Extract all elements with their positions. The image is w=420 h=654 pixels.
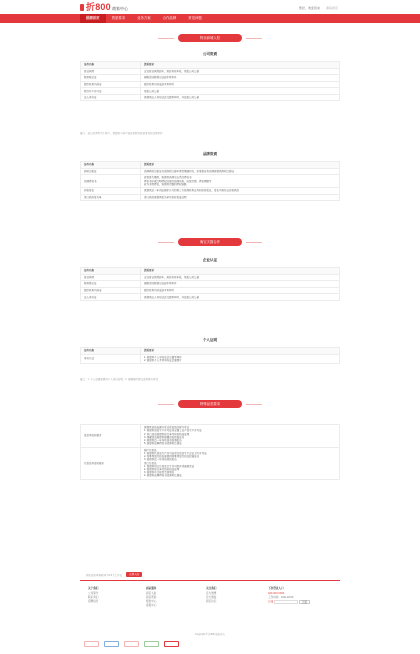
- table-cell-key: 税务登记证: [81, 75, 141, 82]
- table-header-cell: 资质要求: [141, 62, 340, 69]
- table-header: [81, 348, 340, 355]
- table-cell-value: 组织机构代码证副本复印件: [141, 287, 340, 294]
- table-row: [81, 88, 340, 95]
- footer: [80, 580, 340, 632]
- table-row: [81, 274, 340, 281]
- table-row: [81, 294, 340, 301]
- footer-phone: 400-000-0000: [268, 592, 285, 595]
- subscribe-label: 订阅: [268, 600, 274, 604]
- table-row: [81, 75, 340, 82]
- table-cell-key: 营业执照: [81, 68, 141, 75]
- footer-link[interactable]: 官方微信: [206, 596, 217, 599]
- table-row: [81, 188, 340, 195]
- nav-item[interactable]: 资质要求: [111, 16, 126, 20]
- footer-hours: 工作时间：9:00-18:00: [268, 596, 294, 599]
- footer-col-follow: [206, 587, 256, 604]
- merchant-home-link[interactable]: 商家首页: [325, 6, 338, 10]
- main-nav: [0, 14, 420, 23]
- footer-col-head: 关注我们: [206, 587, 217, 590]
- footer-link[interactable]: 商家帮助: [146, 596, 157, 599]
- table-cell-key: 化妆品类资质要求: [81, 447, 141, 479]
- bottom-note-text: 商家资质审核时间为3-5个工作日: [86, 573, 123, 577]
- table-cell-value: 需提供食品流通许可证或食品经营许可证 1. 需提供食品生产许可证或全国工业产品生产许可证 2. 进口食品需提供报关单及检验检疫证明 3. 保健食品需提供保健食品批准证书 4. 需提供近一年内的食品检测报告 5. 需提供品牌授权书或商标注册证: [141, 425, 340, 448]
- table-row: [81, 425, 340, 448]
- table-cell-value: 需提供近一年内由国家认可的第三方检测机构出具的质检报告，报告中需包含送检商品: [141, 188, 340, 195]
- footer-col-service: [146, 587, 196, 608]
- logo-text: 折800: [86, 2, 111, 12]
- account-text: 您好，欢迎回来: [298, 6, 320, 10]
- table-header-cell: 资质要求: [141, 268, 340, 275]
- table-cell-key: 银行开户许可证: [81, 88, 141, 95]
- table-row: [81, 281, 340, 288]
- subscribe-button[interactable]: 订阅: [299, 600, 310, 604]
- section-company-title: 公司资质: [202, 52, 218, 56]
- nav-item[interactable]: 业务方案: [137, 16, 151, 20]
- table-header: [81, 162, 340, 169]
- trust-badge-icon[interactable]: [84, 641, 99, 647]
- special-table: [80, 424, 340, 480]
- personal-note: 备注：1. 个人店铺需提供个人身份证明；2. 需确保所提交资料真实有效: [80, 378, 159, 381]
- footer-link[interactable]: 官方微博: [206, 592, 217, 595]
- table-cell-value: 国税或地税登记证副本复印件: [141, 281, 340, 288]
- footer-link[interactable]: 招聘信息: [88, 600, 99, 603]
- table-cell-value: 国税或地税登记证副本复印件: [141, 75, 340, 82]
- footer-link[interactable]: 公司简介: [88, 592, 99, 595]
- section-enterprise-title: 企业认证: [202, 258, 218, 262]
- section-brand-title: 品牌资质: [202, 152, 218, 156]
- table-row: [81, 81, 340, 88]
- copyright: Copyright © 折800 版权所有: [195, 633, 225, 636]
- table-cell-value: 企业营业执照副本，需经有效年检，须盖公司公章: [141, 274, 340, 281]
- table-row: [81, 447, 340, 479]
- table-header-cell: 证件名称: [81, 62, 141, 69]
- logo[interactable]: [80, 3, 111, 12]
- nav-item[interactable]: 招商首页: [80, 14, 106, 23]
- table-header-cell: 资质要求: [141, 162, 340, 169]
- table-cell-value: 须盖公司公章: [141, 88, 340, 95]
- table-cell-value: 需提供法人身份证正反面复印件，并加盖公司公章: [141, 294, 340, 301]
- table-cell-key: 质检报告: [81, 188, 141, 195]
- table-cell-key: 身份认证: [81, 354, 141, 364]
- table-cell-value: 1. 需提供个人身份证正反面复印件 2. 需提供个人手持身份证正面照片: [141, 354, 340, 364]
- bottom-note: [86, 572, 142, 577]
- table-cell-key: 组织机构代码证: [81, 287, 141, 294]
- table-cell-key: 法人身份证: [81, 294, 141, 301]
- footer-col-head: 下次登录入口: [268, 587, 284, 590]
- section-personal-title: 个人证明: [202, 338, 218, 342]
- table-cell-key: 进口商品报关单: [81, 194, 141, 201]
- table-cell-value: 需提供法人身份证正反面复印件，并加盖公司公章: [141, 94, 340, 101]
- table-cell-key: 法人身份证: [81, 94, 141, 101]
- company-note: 备注：若公司类型为个体户，请提供个体户营业执照及经营者身份证复印件: [80, 132, 163, 135]
- table-row: [81, 94, 340, 101]
- brand-table: [80, 161, 340, 201]
- footer-link[interactable]: 规则中心: [146, 600, 157, 603]
- enterprise-table: [80, 267, 340, 301]
- footer-col-contact: [268, 587, 338, 605]
- trust-badge-icon[interactable]: [164, 641, 179, 647]
- table-header: [81, 268, 340, 275]
- pill-special: 特殊品类要求: [178, 400, 242, 408]
- table-row: [81, 168, 340, 175]
- table-header-cell: 资质要求: [141, 348, 340, 355]
- table-row: [81, 194, 340, 201]
- center-title: 商家中心: [112, 6, 128, 11]
- footer-link[interactable]: 商家论坛: [206, 600, 217, 603]
- footer-subscribe-row: [268, 600, 338, 605]
- table-row: [81, 68, 340, 75]
- trust-badge-icon[interactable]: [104, 641, 119, 647]
- trust-badge-icon[interactable]: [124, 641, 139, 647]
- table-cell-value: 企业营业执照副本，需经有效年检，须盖公司公章: [141, 68, 340, 75]
- table-header-cell: 证件名称: [81, 162, 141, 169]
- nav-item[interactable]: 常见问题: [188, 16, 202, 20]
- table-cell-value: 若您是代理商，需提供品牌方出具的授权书 授权书中需注明授权经营的品牌名称、经营范围、授权期限等 若为多级授权，需提供完整的授权链路: [141, 175, 340, 188]
- footer-link[interactable]: 商家入驻: [146, 592, 157, 595]
- pill-merchant: 特卖商城入驻: [178, 34, 242, 42]
- footer-link[interactable]: 客服中心: [146, 604, 157, 607]
- top-bar: [0, 0, 420, 14]
- footer-col-head: 关于我们: [88, 587, 99, 590]
- subscribe-input[interactable]: [274, 600, 298, 604]
- table-cell-value: 组织机构代码证副本复印件: [141, 81, 340, 88]
- apply-button[interactable]: 立即入驻: [126, 572, 142, 577]
- trust-badge-icon[interactable]: [144, 641, 159, 647]
- personal-table: [80, 347, 340, 364]
- table-header-cell: 证件名称: [81, 348, 141, 355]
- table-cell-value: 品牌商标注册证书或商标注册申请受理通知书，如果是自有品牌需提供商标注册证: [141, 168, 340, 175]
- footer-link[interactable]: 联系我们: [88, 596, 99, 599]
- table-cell-key: 品牌授权书: [81, 175, 141, 188]
- table-cell-key: 商标注册证: [81, 168, 141, 175]
- footer-col-about: [88, 587, 138, 604]
- table-row: [81, 175, 340, 188]
- table-row: [81, 354, 340, 364]
- table-cell-key: 税务登记证: [81, 281, 141, 288]
- pill-taobao: 淘宝天猫合作: [178, 238, 242, 246]
- nav-item[interactable]: 合作品牌: [162, 16, 177, 20]
- company-table: [80, 61, 340, 101]
- logo-mark-icon: [80, 4, 84, 11]
- table-header-cell: 证件名称: [81, 268, 141, 275]
- trust-badges: [84, 641, 179, 647]
- table-cell-value: 国产化妆品 1. 需提供化妆品生产许可证或化妆品生产企业卫生许可证 2. 特殊用途化妆品需提供特殊用途化妆品批准证书 3. 需提供近一年内的质检报告 进口化妆品 1. 需提供进口化妆品卫生许可批件或备案凭证 2. 需提供报关单及检验检疫证明 3. 需提供中文标签及说明书 4. 需提供品牌授权书或商标注册证: [141, 447, 340, 479]
- table-header: [81, 62, 340, 69]
- table-cell-value: 进口商品需提供报关单及检验检疫证明: [141, 194, 340, 201]
- table-cell-key: 营业执照: [81, 274, 141, 281]
- top-right: [299, 6, 338, 10]
- footer-col-head: 商家服务: [146, 587, 157, 590]
- table-cell-key: 食品类资质要求: [81, 425, 141, 448]
- table-row: [81, 287, 340, 294]
- table-cell-key: 组织机构代码证: [81, 81, 141, 88]
